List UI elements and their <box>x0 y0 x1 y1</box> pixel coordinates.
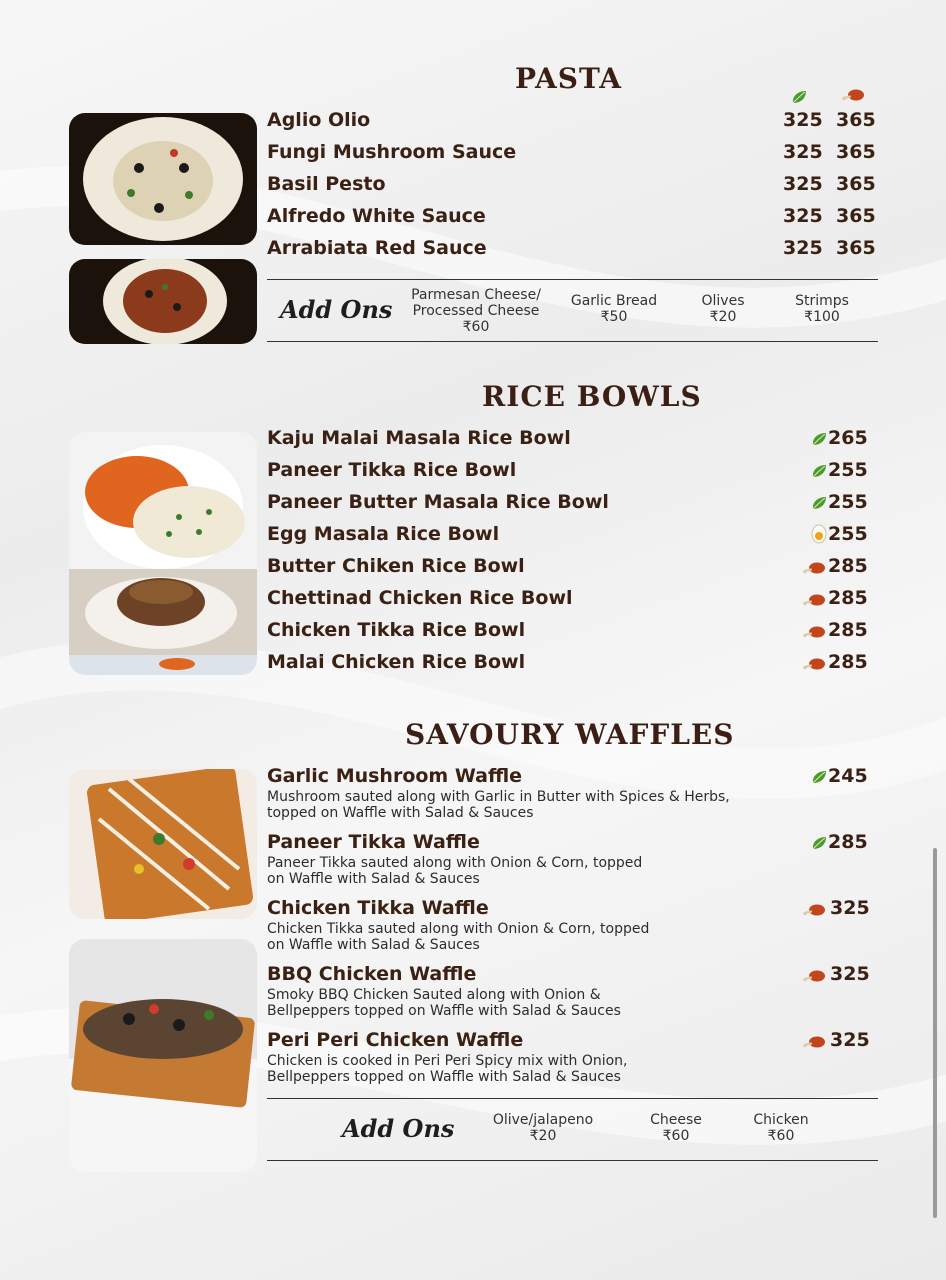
pasta-photo-alfredo <box>69 113 257 245</box>
item-description: Chicken is cooked in Peri Peri Spicy mix with Onion, Bellpeppers topped on Waffle with Salad & Sauces <box>267 1053 628 1085</box>
item-description: Chicken Tikka sauted along with Onion & Corn, topped on Waffle with Salad & Sauces <box>267 921 650 953</box>
divider <box>267 1160 878 1161</box>
price: 285 <box>828 587 868 609</box>
veg-price: 325 <box>783 237 823 259</box>
menu-item-name: Egg Masala Rice Bowl <box>267 523 500 545</box>
addons-label: Add Ons <box>280 295 393 324</box>
addon-strimps: Strimps ₹100 <box>795 293 849 325</box>
addon-olive-jalapeno: Olive/jalapeno ₹20 <box>492 1112 594 1144</box>
price: 285 <box>828 651 868 673</box>
item-description: Smoky BBQ Chicken Sauted along with Onion & Bellpeppers topped on Waffle with Salad & Sauces <box>267 987 621 1019</box>
item-description: Mushroom sauted along with Garlic in Butter with Spices & Herbs, topped on Waffle with Salad & Sauces <box>267 789 730 821</box>
price: 285 <box>828 619 868 641</box>
scrollbar[interactable] <box>933 848 937 1218</box>
price: 285 <box>828 555 868 577</box>
pasta-photo-arrabiata <box>69 259 257 344</box>
veg-leaf-icon <box>810 835 828 851</box>
rice-bowl-photo <box>69 432 257 675</box>
veg-price: 325 <box>783 109 823 131</box>
addon-cheese: Cheese ₹60 <box>650 1112 702 1144</box>
savoury-waffles-title: SAVOURY WAFFLES <box>405 718 735 751</box>
price: 255 <box>828 491 868 513</box>
addon-garlic-bread: Garlic Bread ₹50 <box>570 293 658 325</box>
menu-item-name: Malai Chicken Rice Bowl <box>267 651 526 673</box>
nonveg-price: 365 <box>836 237 876 259</box>
menu-item-name: BBQ Chicken Waffle <box>267 963 477 985</box>
price: 255 <box>828 459 868 481</box>
divider <box>267 279 878 280</box>
veg-leaf-icon <box>810 495 828 511</box>
menu-item-name: Fungi Mushroom Sauce <box>267 141 517 163</box>
chicken-leg-icon <box>801 656 827 672</box>
addon-chicken: Chicken ₹60 <box>753 1112 809 1144</box>
menu-item-name: Chicken Tikka Rice Bowl <box>267 619 526 641</box>
rice-bowls-title: RICE BOWLS <box>482 380 702 413</box>
menu-item-name: Paneer Butter Masala Rice Bowl <box>267 491 609 513</box>
chicken-leg-icon <box>801 968 827 984</box>
divider <box>267 341 878 342</box>
pasta-title: PASTA <box>515 62 622 95</box>
divider <box>267 1098 878 1099</box>
menu-item-name: Chicken Tikka Waffle <box>267 897 489 919</box>
price: 325 <box>830 963 870 985</box>
egg-icon <box>810 524 828 544</box>
veg-price: 325 <box>783 173 823 195</box>
addons-label: Add Ons <box>342 1114 455 1143</box>
veg-price: 325 <box>783 205 823 227</box>
chicken-leg-icon <box>801 560 827 576</box>
menu-item-name: Chettinad Chicken Rice Bowl <box>267 587 573 609</box>
waffle-photo-bbq <box>69 939 257 1172</box>
veg-leaf-icon <box>790 89 808 105</box>
price: 325 <box>830 897 870 919</box>
price: 255 <box>828 523 868 545</box>
chicken-leg-icon <box>801 902 827 918</box>
menu-item-name: Butter Chiken Rice Bowl <box>267 555 525 577</box>
nonveg-price: 365 <box>836 173 876 195</box>
chicken-leg-icon <box>801 1034 827 1050</box>
menu-item-name: Alfredo White Sauce <box>267 205 486 227</box>
chicken-leg-icon <box>840 87 866 103</box>
nonveg-price: 365 <box>836 141 876 163</box>
menu-item-name: Basil Pesto <box>267 173 386 195</box>
price: 285 <box>828 831 868 853</box>
menu-item-name: Kaju Malai Masala Rice Bowl <box>267 427 571 449</box>
veg-leaf-icon <box>810 769 828 785</box>
price: 245 <box>828 765 868 787</box>
chicken-leg-icon <box>801 592 827 608</box>
item-description: Paneer Tikka sauted along with Onion & Corn, topped on Waffle with Salad & Sauces <box>267 855 643 887</box>
nonveg-price: 365 <box>836 109 876 131</box>
price: 265 <box>828 427 868 449</box>
addon-olives: Olives ₹20 <box>701 293 745 325</box>
menu-item-name: Aglio Olio <box>267 109 371 131</box>
nonveg-price: 365 <box>836 205 876 227</box>
menu-item-name: Paneer Tikka Rice Bowl <box>267 459 517 481</box>
price: 325 <box>830 1029 870 1051</box>
addon-cheese: Parmesan Cheese/ Processed Cheese ₹60 <box>411 287 541 335</box>
menu-item-name: Garlic Mushroom Waffle <box>267 765 523 787</box>
menu-item-name: Paneer Tikka Waffle <box>267 831 480 853</box>
waffle-photo-paneer <box>69 769 257 919</box>
chicken-leg-icon <box>801 624 827 640</box>
veg-price: 325 <box>783 141 823 163</box>
menu-item-name: Peri Peri Chicken Waffle <box>267 1029 524 1051</box>
veg-leaf-icon <box>810 431 828 447</box>
veg-leaf-icon <box>810 463 828 479</box>
menu-item-name: Arrabiata Red Sauce <box>267 237 487 259</box>
